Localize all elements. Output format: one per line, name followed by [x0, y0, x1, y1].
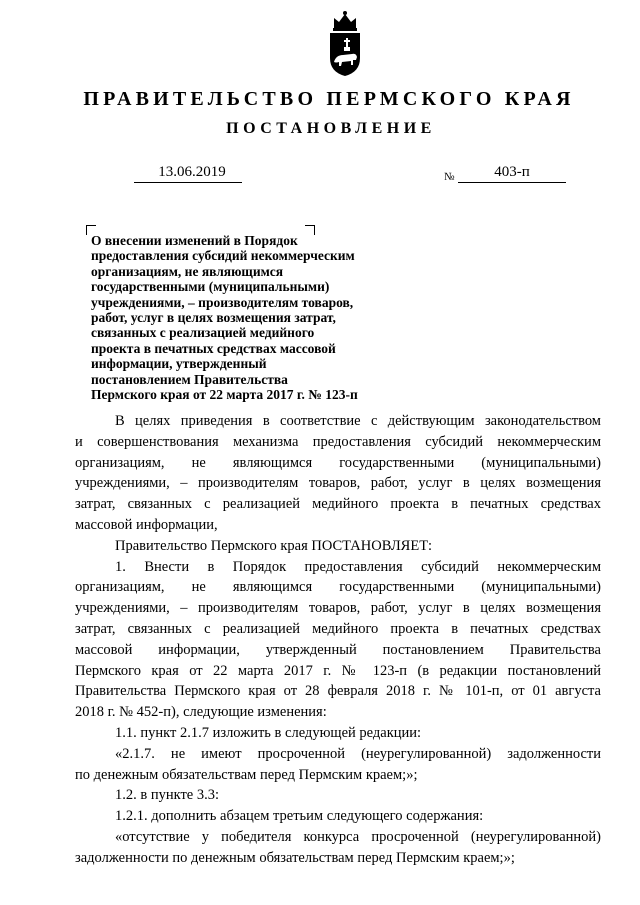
subject-line: организациям, не являющимся [91, 263, 284, 279]
government-title: ПРАВИТЕЛЬСТВО ПЕРМСКОГО КРАЯ [83, 88, 575, 110]
number-sign: № [444, 171, 455, 183]
subject-line: Пермского края от 22 марта 2017 г. № 123-п [91, 387, 358, 403]
body-line: 1.2. в пункте 3.3: [115, 787, 220, 804]
body-line: 1.1. пункт 2.1.7 изложить в следующей редакции: [115, 724, 422, 741]
subject-line: учреждениями, – производителям товаров, [91, 294, 354, 310]
body-line: В целях приведения в соответствие с действующим законодательством [115, 413, 601, 429]
body-line: Правительства Пермского края от 28 февраля 2018 г. № 101-п, от 01 августа [75, 683, 601, 700]
body-line: по денежным обязательствам перед Пермским краем;»; [75, 766, 418, 783]
document-subject [91, 233, 411, 402]
subject-line: О внесении изменений в Порядок [91, 233, 298, 248]
subject-line: информации, утвержденный [91, 356, 267, 372]
body-line: затрат, связанных с реализацией медийного проекта в печатных средствах [75, 496, 601, 513]
body-line: «2.1.7. не имеют просроченной (неурегулированной) задолженности [115, 745, 601, 762]
subject-line: работ, услуг в целях возмещения затрат, [91, 310, 336, 326]
body-line: массовой информации, [75, 516, 218, 533]
body-line: 1.2.1. дополнить абзацем третьим следующего содержания: [115, 808, 484, 825]
body-line: организациям, не являющимся государственными (муниципальными) [75, 579, 601, 596]
document-type: ПОСТАНОВЛЕНИЕ [226, 120, 436, 137]
document-number: 403-п [458, 163, 566, 183]
body-line: учреждениями, – производителям товаров, работ, услуг в целях возмещения [75, 475, 601, 492]
body-line: 1. Внести в Порядок предоставления субсидий некоммерческим [115, 558, 601, 575]
body-line: Пермского края от 22 марта 2017 г. № 123-п (в редакции постановлений [75, 662, 601, 679]
subject-line: постановлением Правительства [91, 371, 288, 387]
body-line: 2018 г. № 452-п), следующие изменения: [75, 704, 327, 721]
body-line: задолженности по денежным обязательствам перед Пермским краем;»; [75, 849, 515, 866]
subject-line: проекта в печатных средствах массовой [91, 340, 336, 356]
body-line: и совершенствования механизма предоставления субсидий некоммерческим [75, 433, 601, 450]
body-line: массовой информации, утвержденный постановлением Правительства [75, 641, 601, 658]
body-line: учреждениями, – производителям товаров, работ, услуг в целях возмещения [75, 600, 601, 617]
body-line: Правительство Пермского края ПОСТАНОВЛЯЕТ: [115, 537, 433, 554]
document-body [75, 411, 601, 869]
subject-line: предоставления субсидий некоммерческим [91, 248, 355, 264]
body-line: затрат, связанных с реализацией медийного проекта в печатных средствах [75, 620, 601, 637]
subject-line: государственными (муниципальными) [91, 279, 330, 295]
document-date: 13.06.2019 [134, 163, 242, 183]
subject-line: связанных с реализацией медийного [91, 325, 315, 341]
body-line: организациям, не являющимся государственными (муниципальными) [75, 454, 601, 471]
body-line: «отсутствие у победителя конкурса просроченной (неурегулированной) [115, 828, 601, 845]
perm-krai-coat-of-arms-icon [326, 10, 364, 78]
